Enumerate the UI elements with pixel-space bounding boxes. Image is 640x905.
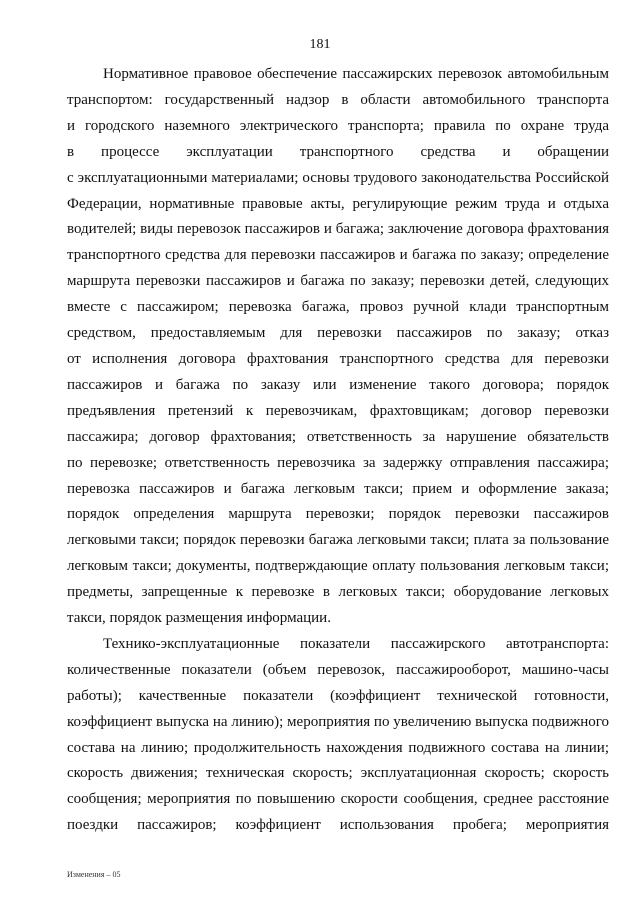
- text-line: транспортом: государственный надзор в области автомобильного транспорта: [67, 91, 609, 108]
- text-line: Федерации, нормативные правовые акты, регулирующие режим труда и отдыха: [67, 195, 609, 212]
- text-line: в процессе эксплуатации транспортного средства и обращении: [67, 143, 609, 160]
- text-line: порядок определения маршрута перевозки; порядок перевозки пассажиров: [67, 506, 609, 523]
- text-line: скорость движения; техническая скорость; эксплуатационная скорость; скорость: [67, 765, 609, 782]
- text-line: поездки пассажиров; коэффициент использования пробега; мероприятия: [67, 817, 609, 834]
- text-line: коэффициент выпуска на линию); мероприятия по увеличению выпуска подвижного: [67, 713, 609, 730]
- text-line: легковым такси; документы, подтверждающие оплату пользования легковым такси;: [67, 558, 609, 575]
- text-line: такси, порядок размещения информации.: [67, 610, 331, 627]
- text-line: транспортного средства для перевозки пассажиров и багажа по заказу; определение: [67, 247, 609, 264]
- text-line: работы); качественные показатели (коэффициент технической готовности,: [67, 687, 609, 704]
- text-line: средством, предоставляемым для перевозки пассажиров по заказу; отказ: [67, 325, 609, 342]
- text-line: Нормативное правовое обеспечение пассажирских перевозок автомобильным: [103, 66, 609, 82]
- text-line: водителей; виды перевозок пассажиров и багажа; заключение договора фрахтования: [67, 221, 609, 238]
- text-line: с эксплуатационными материалами; основы трудового законодательства Российской: [67, 169, 609, 186]
- text-line: количественные показатели (объем перевозок, пассажирооборот, машино-часы: [67, 661, 609, 678]
- text-line: сообщения; мероприятия по повышению скорости сообщения, среднее расстояние: [67, 791, 609, 808]
- text-line: вместе с пассажиром; перевозка багажа, провоз ручной клади транспортным: [67, 299, 609, 316]
- text-line: по перевозке; ответственность перевозчика за задержку отправления пассажира;: [67, 454, 609, 471]
- text-line: пассажира; договор фрахтования; ответственность за нарушение обязательств: [67, 428, 609, 445]
- body-text: [67, 62, 609, 839]
- text-line: предметы, запрещенные к перевозке в легковых такси; оборудование легковых: [67, 584, 609, 601]
- paragraph-1: [67, 62, 609, 632]
- text-line: перевозка пассажиров и багажа легковым такси; прием и оформление заказа;: [67, 480, 609, 497]
- text-line: предъявления претензий к перевозчикам, фрахтовщикам; договор перевозки: [67, 402, 609, 419]
- text-line: маршрута перевозки пассажиров и багажа по заказу; перевозки детей, следующих: [67, 273, 609, 290]
- text-line: состава на линию; продолжительность нахождения подвижного состава на линии;: [67, 739, 609, 756]
- text-line: пассажиров и багажа по заказу или изменение такого договора; порядок: [67, 376, 609, 393]
- text-line: Технико-эксплуатационные показатели пассажирского автотранспорта:: [103, 635, 609, 652]
- text-line: от исполнения договора фрахтования транспортного средства для перевозки: [67, 350, 609, 367]
- text-line: легковыми такси; порядок перевозки багажа легковыми такси; плата за пользование: [67, 532, 609, 549]
- text-line: и городского наземного электрического транспорта; правила по охране труда: [67, 117, 609, 134]
- page-number: 181: [309, 37, 331, 52]
- paragraph-2: [67, 632, 609, 839]
- footer-revision: Изменения – 05: [67, 870, 121, 879]
